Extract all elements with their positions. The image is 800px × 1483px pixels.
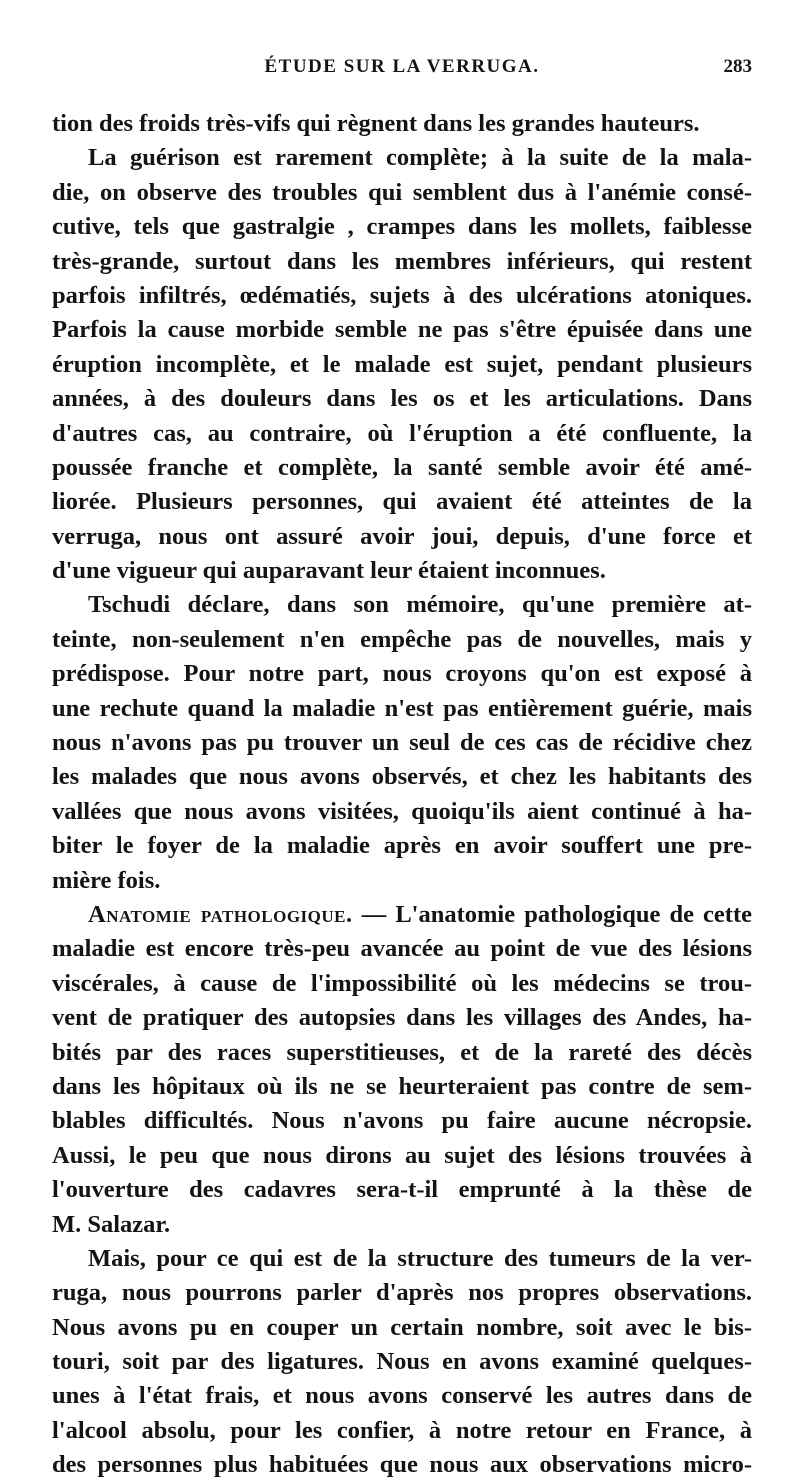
text-line: liorée. Plusieurs personnes, qui avaient été atteintes de la: [52, 488, 752, 516]
text-line: biter le foyer de la maladie après en avoir souffert une pre-: [52, 832, 752, 860]
text-line: très-grande, surtout dans les membres inférieurs, qui restent: [52, 247, 752, 275]
text-line: vent de pratiquer des autopsies dans les villages des Andes, ha-: [52, 1004, 752, 1032]
text-line: Tschudi déclare, dans son mémoire, qu'une première at-: [88, 591, 752, 619]
text-line: maladie est encore très-peu avancée au point de vue des lésions: [52, 935, 752, 963]
text-line: les malades que nous avons observés, et chez les habitants des: [52, 763, 752, 791]
text-line: d'autres cas, au contraire, où l'éruption a été confluente, la: [52, 419, 752, 447]
running-header: [52, 56, 752, 90]
text-line: teinte, non-seulement n'en empêche pas de nouvelles, mais y: [52, 625, 752, 653]
text-line: tion des froids très-vifs qui règnent dans les grandes hauteurs.: [52, 110, 700, 137]
text-line: ruga, nous pourrons parler d'après nos propres observations.: [52, 1279, 752, 1307]
page-number: 283: [723, 56, 752, 77]
text-line: Aussi, le peu que nous dirons au sujet des lésions trouvées à: [52, 1141, 752, 1169]
text-line: Mais, pour ce qui est de la structure des tumeurs de la ver-: [88, 1244, 752, 1272]
line-text: — L'anatomie pathologique de cette: [352, 900, 752, 928]
text-line: d'une vigueur qui auparavant leur étaient inconnues.: [52, 557, 606, 585]
text-line: La guérison est rarement complète; à la suite de la mala-: [88, 144, 752, 172]
text-line: prédispose. Pour notre part, nous croyons qu'on est exposé à: [52, 660, 752, 688]
text-line: années, à des douleurs dans les os et les articulations. Dans: [52, 385, 752, 413]
text-line: mière fois.: [52, 866, 161, 894]
text-line: blables difficultés. Nous n'avons pu faire aucune nécropsie.: [52, 1107, 752, 1135]
text-line: Nous avons pu en couper un certain nombre, soit avec le bis-: [52, 1313, 752, 1341]
text-line: viscérales, à cause de l'impossibilité où les médecins se trou-: [52, 969, 752, 997]
running-title: ÉTUDE SUR LA VERRUGA.: [264, 56, 540, 77]
text-line: parfois infiltrés, œdématiés, sujets à des ulcérations atoniques.: [52, 281, 752, 309]
text-line: Parfois la cause morbide semble ne pas s'être épuisée dans une: [52, 316, 752, 344]
text-line: l'ouverture des cadavres sera-t-il emprunté à la thèse de: [52, 1176, 752, 1204]
text-line: bités par des races superstitieuses, et de la rareté des décès: [52, 1038, 752, 1066]
text-line: poussée franche et complète, la santé semble avoir été amé-: [52, 453, 752, 481]
text-line: des personnes plus habituées que nous aux observations micro-: [52, 1451, 752, 1479]
text-line: vallées que nous avons visitées, quoiqu'ils aient continué à ha-: [52, 797, 752, 825]
body-text: [52, 107, 752, 1483]
text-line: nous n'avons pas pu trouver un seul de ces cas de récidive chez: [52, 729, 752, 757]
text-line: unes à l'état frais, et nous avons conservé les autres dans de: [52, 1382, 752, 1410]
text-line: dans les hôpitaux où ils ne se heurteraient pas contre de sem-: [52, 1072, 752, 1100]
text-line: die, on observe des troubles qui semblent dus à l'anémie consé-: [52, 178, 752, 206]
text-line: éruption incomplète, et le malade est sujet, pendant plusieurs: [52, 350, 752, 378]
section-heading: Anatomie pathologique.: [88, 900, 353, 928]
text-line: touri, soit par des ligatures. Nous en avons examiné quelques-: [52, 1348, 752, 1376]
text-line: M. Salazar.: [52, 1210, 171, 1238]
text-line: [52, 898, 752, 932]
text-line: une rechute quand la maladie n'est pas entièrement guérie, mais: [52, 694, 752, 722]
text-line: l'alcool absolu, pour les confier, à notre retour en France, à: [52, 1416, 752, 1444]
text-line: verruga, nous ont assuré avoir joui, depuis, d'une force et: [52, 522, 752, 550]
text-line: cutive, tels que gastralgie , crampes dans les mollets, faiblesse: [52, 213, 752, 241]
